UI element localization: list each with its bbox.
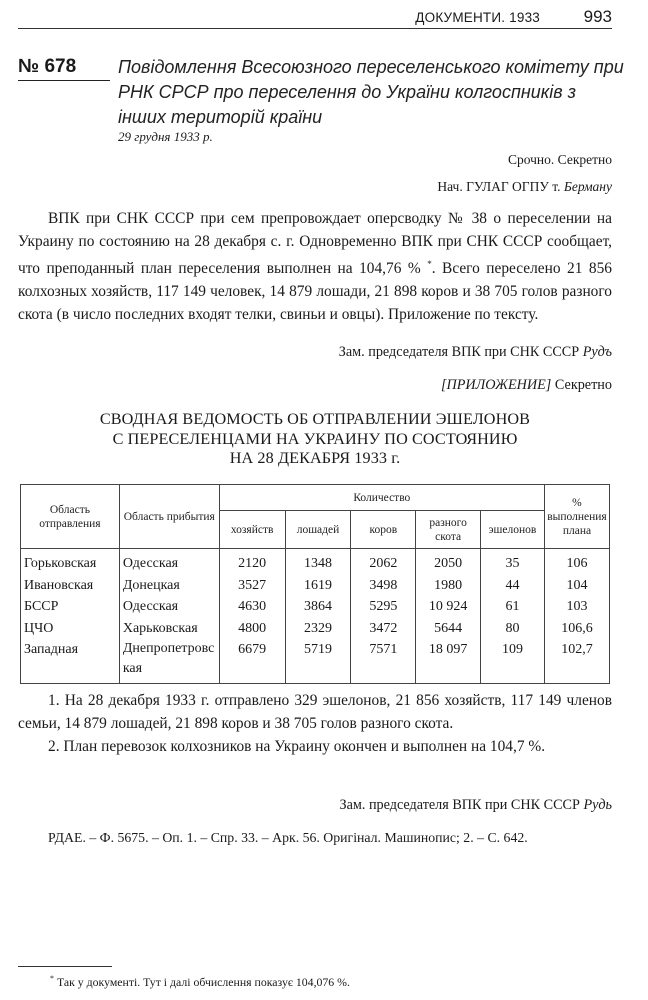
cell-horses: 1348 — [285, 549, 351, 575]
cell-horses: 2329 — [285, 618, 351, 640]
summary-table — [20, 484, 610, 684]
cell-cows: 3498 — [351, 575, 416, 597]
table-row — [21, 549, 610, 575]
cell-percent: 103 — [544, 596, 609, 618]
addressee-name: Берману — [563, 179, 612, 194]
cell-to: Одесская — [119, 549, 219, 575]
classification: Срочно. Секретно — [507, 152, 612, 167]
header-echelons: эшелонов — [481, 511, 545, 549]
header-to-region: Область прибытия — [119, 485, 219, 549]
cell-cows: 5295 — [351, 596, 416, 618]
header-horses: лошадей — [285, 511, 351, 549]
signature-2-prefix: Зам. председателя ВПК при СНК СССР — [339, 797, 580, 813]
table-title-line-3: НА 28 ДЕКАБРЯ 1933 г. — [229, 449, 401, 467]
cell-from: Ивановская — [21, 575, 120, 597]
header-from-region: Область отправления — [21, 485, 120, 549]
table-row — [21, 575, 610, 597]
cell-to: Одесская — [119, 596, 219, 618]
signature-1-name: Рудъ — [582, 344, 612, 360]
cell-cows: 2062 — [351, 549, 416, 575]
header-other-livestock: разного скота — [416, 511, 481, 549]
header-cows: коров — [351, 511, 416, 549]
cell-households: 6679 — [219, 639, 285, 684]
cell-from: Горьковская — [21, 549, 120, 575]
cell-other: 10 924 — [416, 596, 481, 618]
body-text: ВПК при СНК СССР при сем препровождает оперсводку № 38 о переселении на Украину по состоянию на 28 декабря с. г. Одновременно ВПК при СНК СССР сообщает, что преподанный план переселения выполнен на 104,76 % — [18, 210, 612, 278]
footnote-reference: * — [427, 259, 432, 269]
cell-percent: 106,6 — [544, 618, 609, 640]
cell-horses: 5719 — [285, 639, 351, 684]
archival-source: РДАЕ. – Ф. 5675. – Оп. 1. – Спр. 33. – Арк. 56. Оригінал. Машинопис; 2. – С. 642. — [48, 830, 528, 845]
document-date: 29 грудня 1933 р. — [118, 129, 213, 144]
table-row — [21, 596, 610, 618]
footnote-divider — [18, 966, 112, 967]
cell-horses: 1619 — [285, 575, 351, 597]
cell-echelons: 35 — [481, 549, 545, 575]
document-number: № 678 — [18, 56, 110, 81]
cell-households: 4630 — [219, 596, 285, 618]
cell-echelons: 109 — [481, 639, 545, 684]
table-title-line-1: СВОДНАЯ ВЕДОМОСТЬ ОБ ОТПРАВЛЕНИИ ЭШЕЛОНОВ — [99, 410, 531, 428]
appendix-label: [ПРИЛОЖЕНИЕ] — [441, 377, 552, 393]
cell-households: 4800 — [219, 618, 285, 640]
body-text-rest: . Всего переселено 21 856 колхозных хозяйств, 117 149 человек, 14 879 лошади, 21 898 коров и 38 705 голов разного скота (в число последних входят телки, свиньи и овцы). Приложение по тексту. — [18, 260, 612, 324]
cell-households: 3527 — [219, 575, 285, 597]
cell-percent: 104 — [544, 575, 609, 597]
cell-cows: 3472 — [351, 618, 416, 640]
cell-from: Западная — [21, 639, 120, 684]
header-households: хозяйств — [219, 511, 285, 549]
cell-cows: 7571 — [351, 639, 416, 684]
cell-echelons: 44 — [481, 575, 545, 597]
cell-from: ЦЧО — [21, 618, 120, 640]
cell-echelons: 61 — [481, 596, 545, 618]
cell-from: БССР — [21, 596, 120, 618]
addressee-prefix: Нач. ГУЛАГ ОГПУ т. — [437, 179, 561, 194]
signature-1 — [339, 344, 612, 361]
footnote-text: Так у документі. Тут і далі обчислення показує 104,076 %. — [56, 974, 350, 989]
notes — [18, 689, 612, 758]
appendix-classification: Секретно — [554, 377, 612, 393]
running-head-title: ДОКУМЕНТИ. 1933 — [415, 10, 540, 25]
appendix-line — [441, 377, 612, 394]
note-2: 2. План перевозок колхозников на Украину окончен и выполнен на 104,7 %. — [48, 738, 546, 755]
cell-other: 5644 — [416, 618, 481, 640]
signature-2 — [339, 797, 612, 814]
signature-2-name: Рудь — [583, 797, 612, 813]
table-row — [21, 639, 610, 684]
cell-other: 1980 — [416, 575, 481, 597]
cell-percent: 102,7 — [544, 639, 609, 684]
table-row — [21, 618, 610, 640]
page-number: 993 — [583, 7, 612, 26]
footnote — [50, 974, 350, 990]
cell-percent: 106 — [544, 549, 609, 575]
body-paragraph — [18, 207, 612, 326]
cell-horses: 3864 — [285, 596, 351, 618]
cell-to: Харьковская — [119, 618, 219, 640]
cell-to — [119, 639, 219, 684]
signature-1-prefix: Зам. председателя ВПК при СНК СССР — [338, 344, 580, 360]
header-plan-percent: % выполнения плана — [544, 485, 609, 549]
note-1: 1. На 28 декабря 1933 г. отправлено 329 эшелонов, 21 856 хозяйств, 117 149 членов семьи, 14 879 лошадей, 21 898 коров и 38 705 голов разного скота. — [18, 692, 612, 732]
table-title-line-2: С ПЕРЕСЕЛЕНЦАМИ НА УКРАИНУ ПО СОСТОЯНИЮ — [112, 429, 518, 448]
footnote-mark: * — [50, 974, 54, 983]
table-title — [0, 410, 630, 469]
cell-other: 2050 — [416, 549, 481, 575]
addressee — [437, 179, 612, 195]
header-quantity: Количество — [219, 485, 544, 511]
cell-other: 18 097 — [416, 639, 481, 684]
running-head — [18, 6, 612, 29]
cell-to: Донецкая — [119, 575, 219, 597]
cell-echelons: 80 — [481, 618, 545, 640]
cell-households: 2120 — [219, 549, 285, 575]
cell-to-text: Днепропетровская — [122, 641, 215, 676]
document-title: Повідомлення Всесоюзного переселенського комітету при РНК СРСР про переселення до України колгоспників з інших територій країни — [118, 57, 624, 127]
